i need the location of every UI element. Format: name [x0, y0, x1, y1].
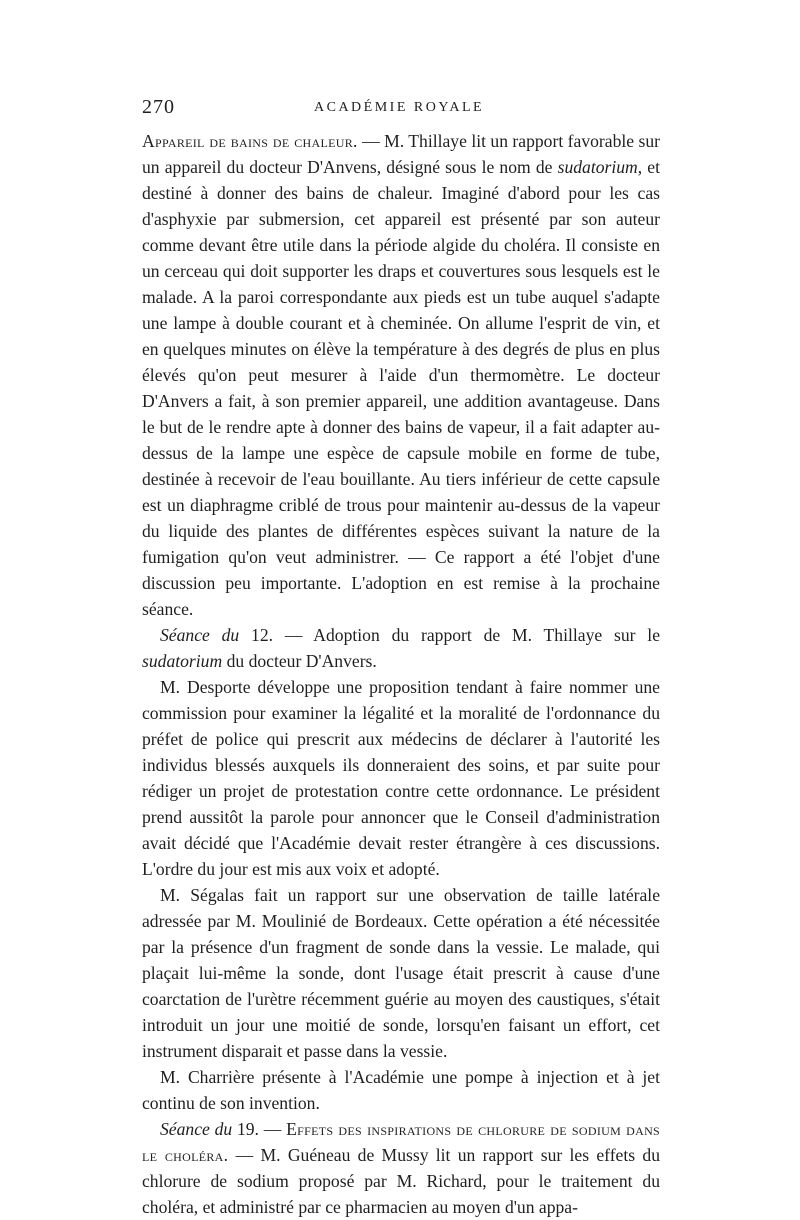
- paragraph-charriere: [142, 1064, 660, 1116]
- seance-label: Séance du: [160, 625, 240, 645]
- paragraph-appareil-bains: [142, 128, 660, 622]
- italic-term: sudatorium: [557, 157, 638, 177]
- running-title: ACADÉMIE ROYALE: [314, 100, 485, 115]
- body-text: [142, 128, 660, 1220]
- section-heading: Effets des inspirations de chlorure de sodium dans le choléra.: [142, 1119, 661, 1165]
- paragraph-segalas: [142, 882, 660, 1064]
- paragraph-text: , et destiné à donner des bains de chaleur. Imaginé d'abord pour les cas d'asphyxie par submersion, cet appareil est présenté par son auteur comme devant être utile dans la période algide du choléra. Il consiste en un cerceau qui doit supporter les draps et couvertures sous lesquels est le malade. A la paroi correspondante aux pieds est un tube auquel s'adapte une lampe à double courant et à cheminée. On allume l'esprit de vin, et en quelques minutes on élève la température à des degrés de plus en plus élevés qu'on peut mesurer à l'aide d'un thermomètre. Le docteur D'Anvers a fait, à son premier appareil, une addition avantageuse. Dans le but de le rendre apte à donner des bains de vapeur, il a fait adapter au-dessus de la lampe une espèce de capsule mobile en forme de tube, destinée à recevoir de l'eau bouillante. Au tiers inférieur de cette capsule est un diaphragme criblé de trous pour maintenir au-dessus de la vapeur du liquide des plantes de différentes espèces suivant la nature de la fumigation qu'on veut administrer. — Ce rapport a été l'objet d'une discussion peu importante. L'adoption en est remise à la prochaine séance.: [142, 157, 660, 619]
- italic-term: sudatorium: [142, 651, 223, 671]
- seance-date: 19.: [232, 1119, 259, 1139]
- page-number: 270: [142, 96, 175, 118]
- paragraph-text: M. Desporte développe une proposition tendant à faire nommer une commission pour examiner la légalité et la moralité de l'ordonnance du préfet de police qui prescrit aux médecins de déclarer à l'autorité les individus blessés auxquels ils donneraient des soins, et par suite pour rédiger un projet de protestation contre cette ordonnance. Le président prend aussitôt la parole pour annoncer que le Conseil d'administration avait décidé que l'Académie devait rester étrangère à ces discussions. L'ordre du jour est mis aux voix et adopté.: [142, 677, 660, 879]
- seance-label: Séance du: [160, 1119, 233, 1139]
- paragraph-text: — M. Guéneau de Mussy lit un rapport sur les effets du chlorure de sodium proposé par M. Richard, pour le traitement du choléra, et administré par ce pharmacien au moyen d'un appa-: [142, 1145, 660, 1217]
- paragraph-text: —: [258, 1119, 287, 1139]
- paragraph-seance-19: [142, 1116, 660, 1220]
- section-heading: Appareil de bains de chaleur.: [142, 131, 358, 151]
- paragraph-seance-12: [142, 622, 660, 674]
- seance-date: 12.: [239, 625, 274, 645]
- paragraph-desporte: [142, 674, 660, 882]
- paragraph-text: — M. Thillaye lit un rapport favorable sur un appareil du docteur D'Anvens, désigné sous le nom de: [142, 131, 660, 177]
- paragraph-text: du docteur D'Anvers.: [222, 651, 377, 671]
- running-head: [142, 96, 660, 120]
- paragraph-text: — Adoption du rapport de M. Thillaye sur le: [273, 625, 661, 645]
- paragraph-text: M. Charrière présente à l'Académie une pompe à injection et à jet continu de son invention.: [142, 1067, 660, 1113]
- paragraph-text: M. Ségalas fait un rapport sur une observation de taille latérale adressée par M. Moulinié de Bordeaux. Cette opération a été nécessitée par la présence d'un fragment de sonde dans la vessie. Le malade, qui plaçait lui-même la sonde, dont l'usage était prescrit à cause d'une coarctation de l'urètre récemment guérie au moyen des caustiques, s'était introduit un jour une moitié de sonde, lorsqu'en faisant un effort, cet instrument disparait et passe dans la vessie.: [142, 885, 660, 1061]
